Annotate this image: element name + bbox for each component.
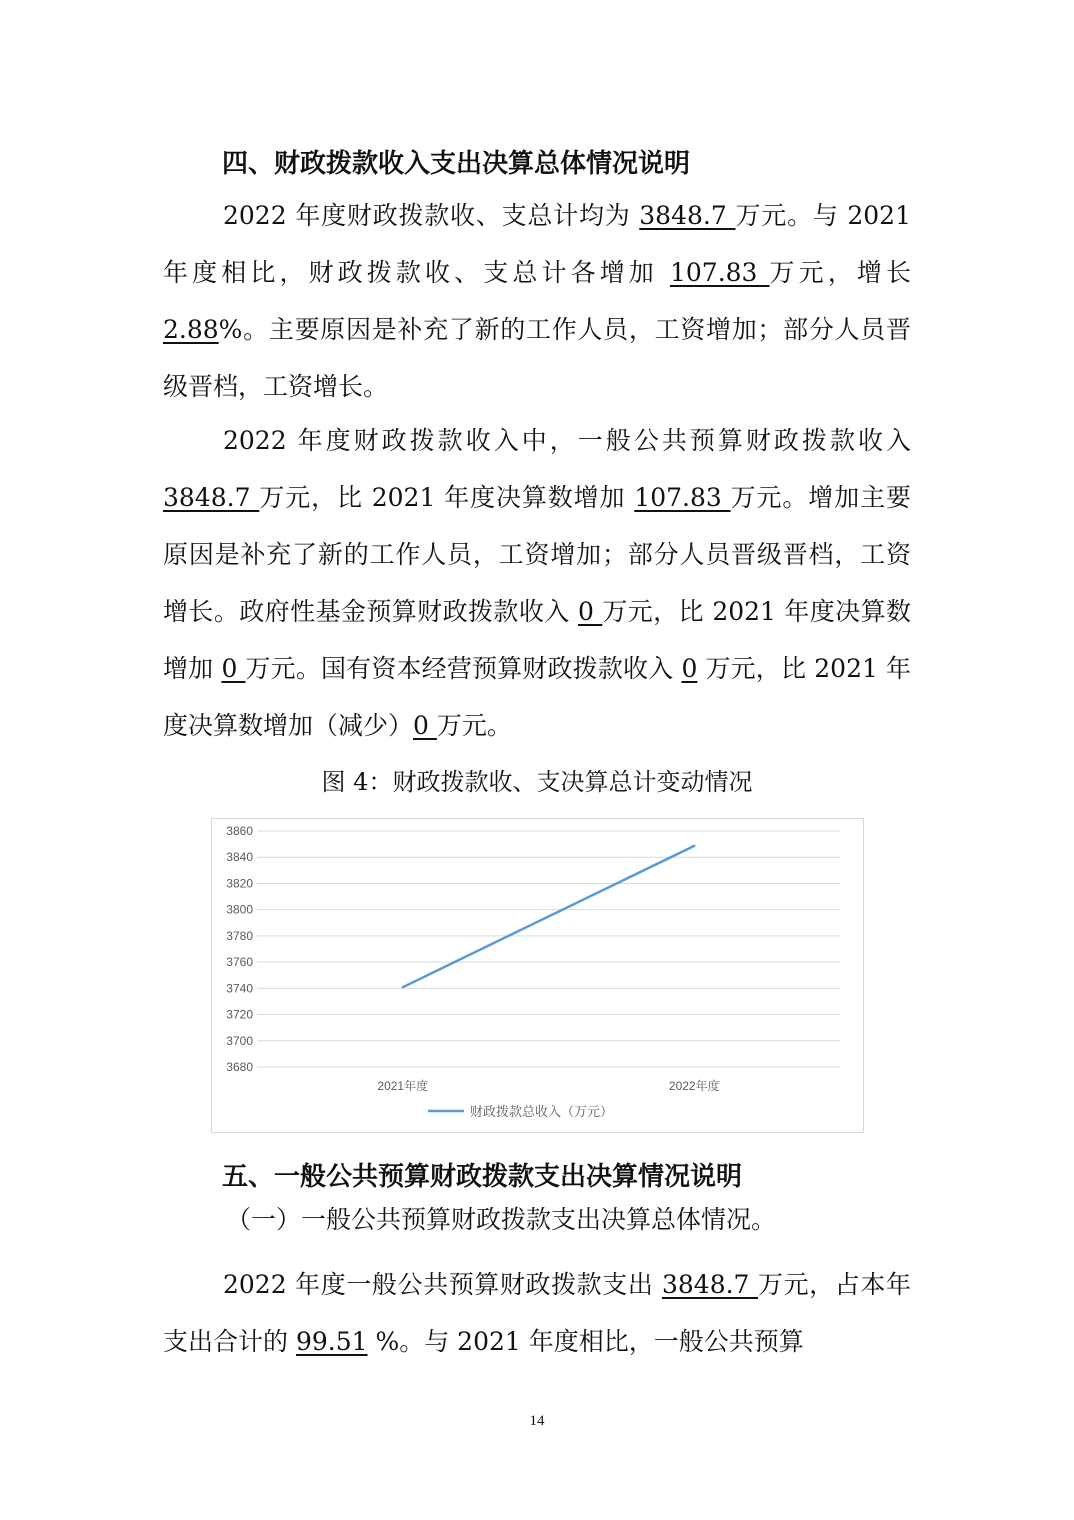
line-chart [211, 818, 864, 1133]
underlined-value: 107.83 [669, 258, 770, 287]
underlined-value: 0 [681, 654, 698, 683]
figure-caption: 图 4：财政拨款收、支决算总计变动情况 [321, 768, 753, 796]
data-point [693, 845, 695, 847]
data-point [402, 986, 404, 988]
paragraph-income-breakdown: 2022 年度财政拨款收入中，一般公共预算财政拨款收入 3848.7 万元，比 2021 年度决算数增加 107.83 万元。增加主要原因是补充了新的工作人员，工资增加；部分人员晋级晋档，工资增长。政府性基金预算财政拨款收入 0 万元，比 2021 年度决算数增加 0 万元。国有资本经营预算财政拨款收入 0 万元，比 2021 年度决算数增加（减少）0 万元。 [163, 426, 911, 740]
underlined-value: 0 [578, 597, 603, 626]
y-tick-label: 3760 [226, 955, 253, 970]
x-tick-label: 2022年度 [668, 1079, 720, 1093]
underlined-value: 0 [413, 711, 437, 740]
paragraph-expenditure: 2022 年度一般公共预算财政拨款支出 3848.7 万元，占本年支出合计的 99.51 %。与 2021 年度相比，一般公共预算 [163, 1270, 911, 1356]
y-tick-label: 3680 [226, 1060, 253, 1074]
y-tick-label: 3720 [226, 1007, 253, 1022]
x-tick-label: 2021年度 [377, 1079, 429, 1093]
underlined-value: 0 [221, 654, 246, 683]
series-line [403, 846, 695, 987]
section-heading-5: 五、一般公共预算财政拨款支出决算情况说明 [222, 1162, 743, 1192]
y-tick-label: 3700 [226, 1033, 253, 1048]
paragraph-financial-totals: 2022 年度财政拨款收、支总计均为 3848.7 万元。与 2021 年度相比，财政拨款收、支总计各增加 107.83 万元，增长 2.88%。主要原因是补充了新的工作人员，工资增加；部分人员晋级晋档，工资增长。 [163, 201, 911, 401]
y-tick-label: 3860 [226, 824, 253, 838]
legend-label: 财政拨款总收入（万元） [470, 1105, 614, 1120]
underlined-value: 107.83 [634, 483, 731, 512]
page-number: 14 [529, 1413, 545, 1429]
section-heading-4: 四、财政拨款收入支出决算总体情况说明 [222, 149, 691, 179]
y-tick-label: 3780 [226, 928, 253, 943]
y-tick-label: 3840 [226, 850, 253, 865]
subsection-heading: （一）一般公共预算财政拨款支出决算总体情况。 [226, 1205, 777, 1234]
y-tick-label: 3820 [226, 876, 253, 891]
underlined-value: 2.88 [163, 315, 219, 344]
chart-svg [212, 819, 863, 1132]
underlined-value: 99.51 [295, 1327, 368, 1356]
underlined-value: 3848.7 [639, 201, 736, 230]
underlined-value: 3848.7 [163, 483, 260, 512]
y-tick-label: 3800 [226, 902, 253, 917]
underlined-value: 3848.7 [661, 1270, 758, 1299]
y-tick-label: 3740 [226, 981, 253, 996]
